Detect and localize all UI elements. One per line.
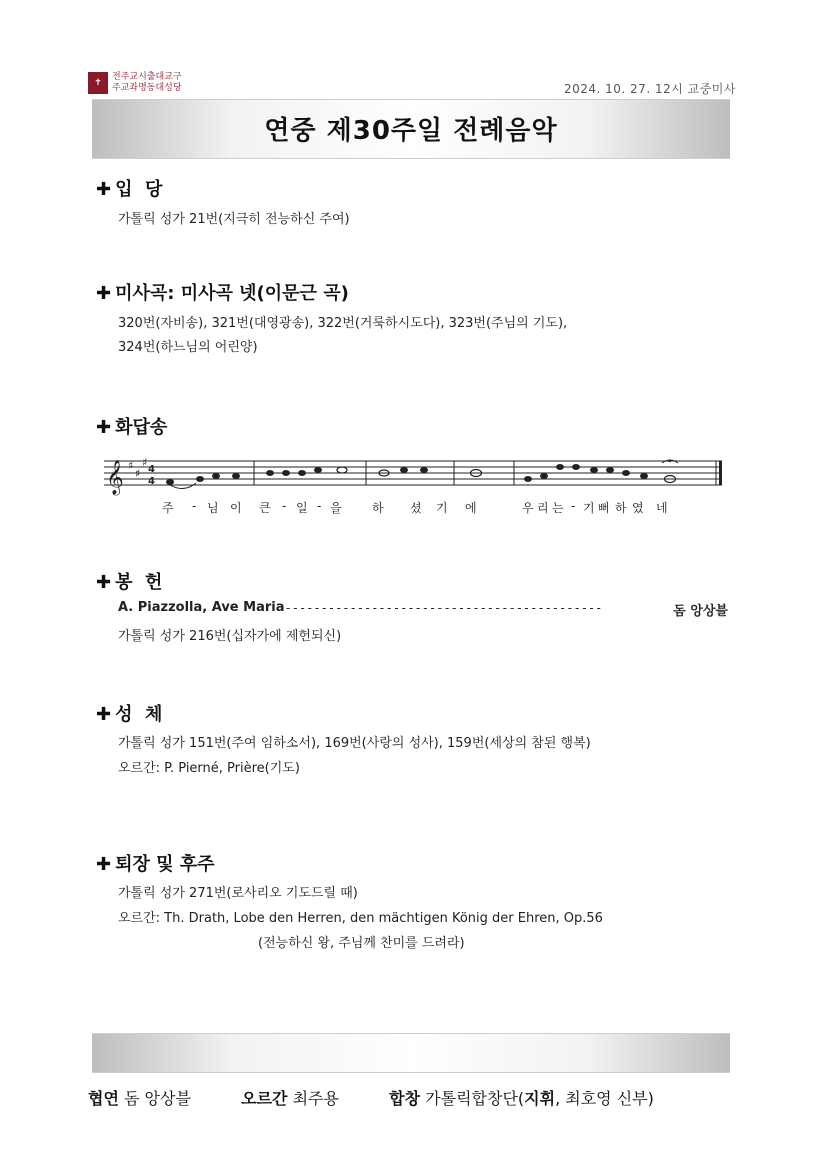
svg-text:♯: ♯ [135,467,141,480]
lyric: 기 [583,501,595,515]
entrance-hymn: 가톨릭 성가 21번(지극히 전능하신 주여) [118,212,350,227]
lyric: 님 [207,501,219,515]
cross-icon: ✚ [96,704,112,725]
lyric: 우 [522,501,534,515]
mass-parts-line-2: 324번(하느님의 어린양) [118,340,258,355]
svg-text:𝄞: 𝄞 [106,460,124,495]
credit-value-choir: 가톨릭합창단( [425,1089,525,1108]
lyric: - [192,499,197,513]
credit-label-choir: 합창 [389,1089,421,1108]
offertory-piece: A. Piazzolla, Ave Maria [118,600,285,615]
lyric: 리 [537,501,549,515]
church-logo [88,72,182,94]
lyric: 셨 [410,501,422,515]
church-emblem-icon: ✝ [88,72,108,94]
credits [88,1086,654,1109]
lyric: - [571,499,576,513]
credit-value-conductor: , 최호영 신부) [555,1089,654,1108]
svg-text:4: 4 [148,464,155,475]
logo-line-2: 주교좌명동대성당 [112,83,182,93]
offertory-performer: 돔 앙상블 [673,604,728,619]
cross-icon: ✚ [96,179,112,200]
footer-band [92,1033,730,1073]
lyric: 는 [552,501,564,515]
credit-label-ensemble: 협연 [88,1089,119,1108]
credit-label-organ: 오르간 [241,1089,288,1108]
lyric: - [282,499,287,513]
music-staff [104,455,726,499]
lyric: 주 [162,501,174,515]
lyric: 하 [615,501,627,515]
logo-line-1: 전주교시출대교구 [112,72,182,82]
section-heading-mass: ✚ 미사곡: 미사곡 넷(이문근 곡) [96,283,349,304]
lyric: 뻐 [598,501,610,515]
cross-icon: ✚ [96,572,112,593]
lyric: 을 [330,501,342,515]
lyric: 일 [296,501,308,515]
lyric: 였 [632,501,644,515]
section-heading-entrance: ✚ 입 당 [96,179,163,200]
lyric: 하 [372,501,384,515]
communion-organ: 오르간: P. Pierné, Prière(기도) [118,761,300,776]
svg-text:♯: ♯ [128,459,134,472]
recessional-hymn: 가톨릭 성가 271번(로사리오 기도드릴 때) [118,886,358,901]
section-heading-communion: ✚ 성 체 [96,704,163,725]
svg-text:4: 4 [148,476,155,487]
section-heading-recessional: ✚ 퇴장 및 후주 [96,854,215,875]
page-title: 연중 제30주일 전례음악 [264,116,558,146]
lyric: 네 [656,501,668,515]
leader-dashes: -------------------------------------------- [284,601,603,615]
lyric: 큰 [259,501,271,515]
communion-hymns: 가톨릭 성가 151번(주여 임하소서), 169번(사랑의 성사), 159번(세상의 참된 행복) [118,736,591,751]
credit-value-organ: 최주용 [292,1089,339,1108]
offertory-hymn: 가톨릭 성가 216번(십자가에 제헌되신) [118,629,342,644]
cross-icon: ✚ [96,417,112,438]
recessional-organ-translation: (전능하신 왕, 주님께 찬미를 드려라) [258,936,465,951]
credit-label-conductor: 지휘 [524,1089,556,1108]
section-heading-offertory: ✚ 봉 헌 [96,572,163,593]
svg-text:♯: ♯ [142,456,148,469]
credit-value-ensemble: 돔 앙상블 [124,1089,191,1108]
lyric: 기 [436,501,448,515]
mass-parts-line-1: 320번(자비송), 321번(대영광송), 322번(거룩하시도다), 323번(주님의 기도), [118,316,568,331]
lyric: 이 [230,501,242,515]
section-heading-psalm: ✚ 화답송 [96,417,168,438]
lyric: 에 [465,501,477,515]
cross-icon: ✚ [96,854,112,875]
mass-date: 2024. 10. 27. 12시 교중미사 [563,82,736,96]
recessional-organ: 오르간: Th. Drath, Lobe den Herren, den mächtigen König der Ehren, Op.56 [118,911,603,926]
offertory-line-1 [118,600,728,619]
lyric: - [317,499,322,513]
psalm-response-staff [104,455,726,515]
cross-icon: ✚ [96,283,112,304]
